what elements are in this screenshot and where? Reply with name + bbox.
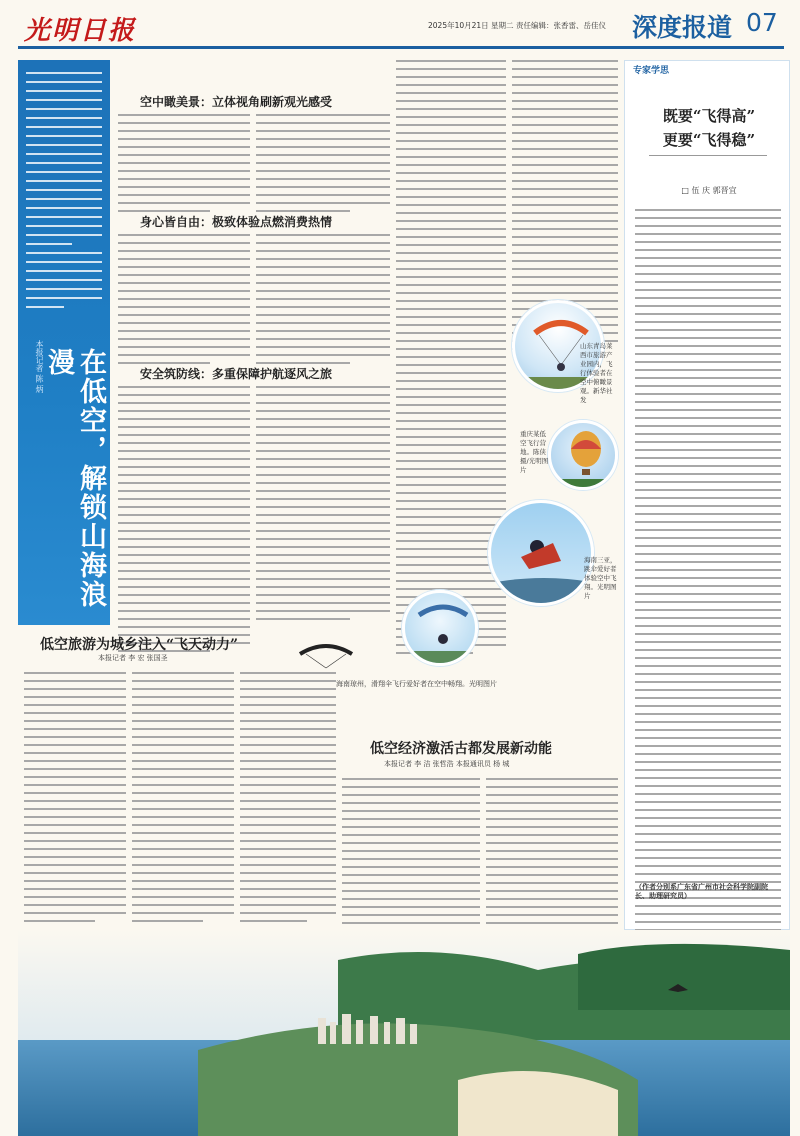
- text-column: [118, 386, 250, 658]
- expert-title-line2: 更要“飞得稳”: [662, 131, 756, 149]
- article-title-urban-rural: 低空旅游为城乡注入“飞天动力”: [40, 637, 239, 653]
- glider-photo: [402, 590, 478, 666]
- feature-intro-panel: [18, 60, 110, 625]
- article-byline-urban-rural: 本报记者 李 宏 张国圣: [98, 654, 168, 662]
- skydiver-icon: [491, 503, 594, 606]
- hot-air-balloon-icon: [551, 423, 618, 490]
- article-byline-ancient-capital: 本报记者 李 洁 张哲浩 本报通讯员 杨 城: [384, 760, 510, 768]
- text-column: [256, 386, 390, 626]
- feature-byline: 本报记者 陈 炳: [35, 340, 44, 394]
- text-column: [24, 672, 126, 928]
- title-divider: [649, 155, 767, 156]
- text-column: [118, 114, 250, 218]
- text-column: [486, 778, 618, 938]
- section-title: 深度报道: [632, 13, 733, 42]
- coastal-city-scene: [18, 930, 790, 1136]
- text-column: [256, 234, 390, 370]
- expert-title-line1: 既要“飞得高”: [662, 107, 756, 125]
- skydiving-photo: [488, 500, 594, 606]
- article-title-safety: 安全筑防线：多重保障护航逐风之旅: [140, 367, 333, 381]
- photo-caption-hainan: 海南琼州，滑翔伞飞行爱好者在空中畅翔。光明图片: [336, 680, 497, 688]
- photo-caption-qingdao: 山东青岛莱西市旅游产业园内，飞行体验者在空中俯瞰景观。新华社发: [580, 342, 613, 404]
- text-column: [256, 114, 390, 218]
- text-column: [396, 60, 506, 660]
- feature-headline: 在低空，解锁山海浪漫: [43, 348, 106, 609]
- expert-author: □ 伍 庆 郭晋宜: [681, 186, 737, 195]
- landscape-panorama: [18, 930, 790, 1136]
- text-column: [132, 672, 234, 928]
- photo-caption-chongqing: 重庆某低空飞行营地。陈侠摄/光明图片: [520, 430, 549, 474]
- text-column: [240, 672, 336, 928]
- article-title-ancient-capital: 低空经济激活古都发展新动能: [370, 741, 552, 757]
- text-column: [118, 234, 250, 370]
- masthead: [0, 0, 800, 48]
- newspaper-logo: 光明日报: [24, 16, 137, 46]
- article-title-experience: 身心皆自由：极致体验点燃消费热情: [140, 215, 333, 229]
- balloon-photo: [548, 420, 618, 490]
- expert-column: [624, 60, 790, 930]
- expert-tag: [625, 61, 791, 77]
- issue-meta: 2025年10月21日 星期二 责任编辑：张香雷、岳佳仪: [428, 21, 606, 30]
- paraglider-silhouette: [296, 640, 356, 670]
- expert-tag-label: 专家学思: [633, 66, 670, 76]
- intro-text: [26, 72, 102, 315]
- top-rule: [18, 46, 784, 49]
- text-column: [342, 778, 480, 938]
- page-number: 07: [746, 8, 778, 37]
- expert-footnote: （作者分别系广东省广州市社会科学院副院长、助理研究员）: [635, 883, 768, 900]
- article-title-sightseeing: 空中瞰美景：立体视角刷新观光感受: [140, 95, 333, 109]
- photo-caption-sanya: 海南三亚，跳伞爱好者体验空中飞翔。光明图片: [584, 556, 617, 600]
